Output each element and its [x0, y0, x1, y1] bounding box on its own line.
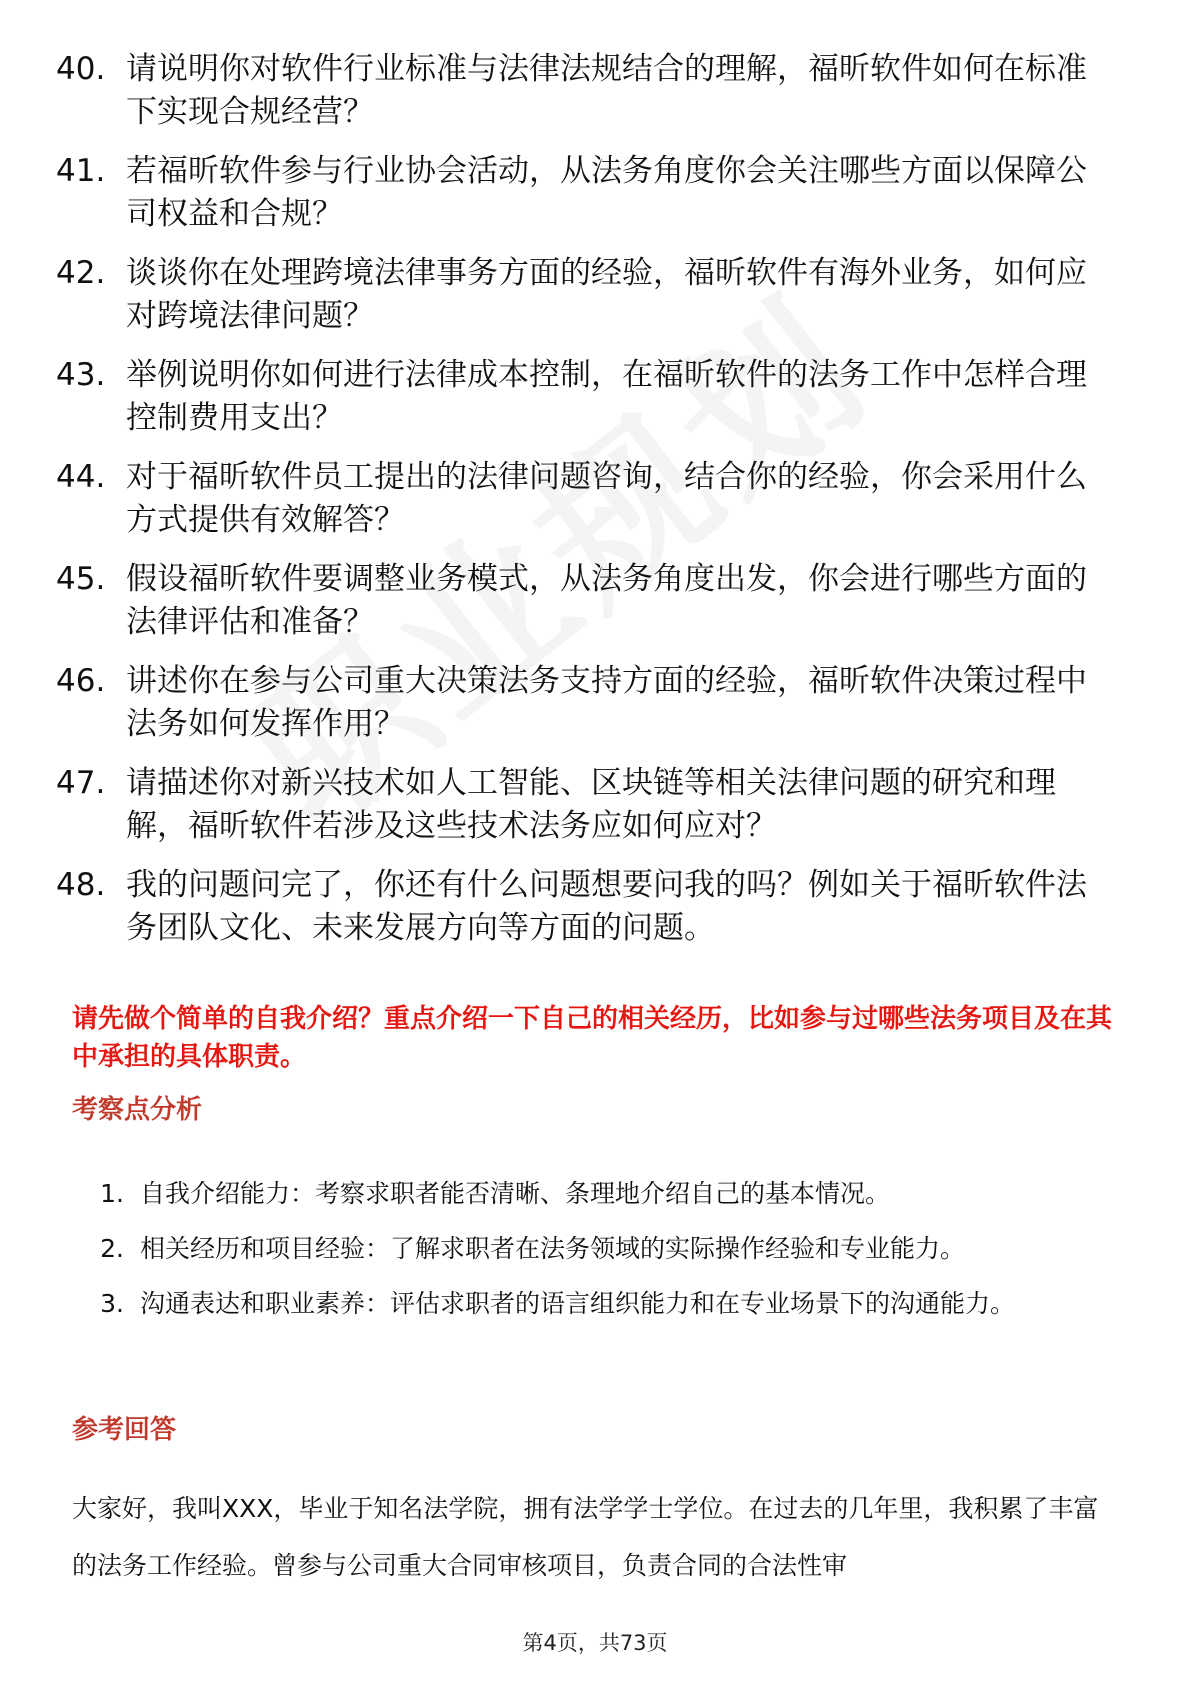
- item-text: 对于福昕软件员工提出的法律问题咨询，结合你的经验，你会采用什么方式提供有效解答？: [126, 459, 1087, 538]
- list-item: [72, 1221, 1122, 1276]
- page-number: 第4页，共73页: [522, 1631, 668, 1655]
- item-text: 请描述你对新兴技术如人工智能、区块链等相关法律问题的研究和理解，福昕软件若涉及这些技术法务应如何应对？: [126, 765, 1056, 844]
- list-item: [56, 48, 1116, 134]
- item-text: 假设福昕软件要调整业务模式，从法务角度出发，你会进行哪些方面的法律评估和准备？: [126, 561, 1087, 640]
- item-number: 46.: [56, 663, 106, 699]
- answer-text: 大家好，我叫XXX，毕业于知名法学院，拥有法学学士学位。在过去的几年里，我积累了丰富的法务工作经验。曾参与公司重大合同审核项目，负责合同的合法性审: [72, 1494, 1099, 1580]
- item-number: 3.: [100, 1289, 124, 1318]
- list-item: [56, 354, 1116, 440]
- list-item: [56, 456, 1116, 542]
- item-number: 47.: [56, 765, 106, 801]
- item-number: 43.: [56, 357, 106, 393]
- item-number: 48.: [56, 867, 106, 903]
- item-number: 1.: [100, 1179, 124, 1208]
- item-text: 我的问题问完了，你还有什么问题想要问我的吗？例如关于福昕软件法务团队文化、未来发展方向等方面的问题。: [126, 867, 1087, 946]
- question-list: [56, 48, 1116, 966]
- analysis-list: [72, 1166, 1122, 1331]
- item-text: 谈谈你在处理跨境法律事务方面的经验，福昕软件有海外业务，如何应对跨境法律问题？: [126, 255, 1087, 334]
- item-number: 2.: [100, 1234, 124, 1263]
- list-item: [72, 1166, 1122, 1221]
- item-text: 请说明你对软件行业标准与法律法规结合的理解，福昕软件如何在标准下实现合规经营？: [126, 51, 1087, 130]
- analysis-title: 考察点分析: [72, 1095, 203, 1125]
- list-item: [56, 150, 1116, 236]
- list-item: [56, 558, 1116, 644]
- item-text: 自我介绍能力：考察求职者能否清晰、条理地介绍自己的基本情况。: [140, 1179, 891, 1208]
- item-number: 42.: [56, 255, 106, 291]
- answer-title: 参考回答: [72, 1415, 177, 1445]
- item-text: 讲述你在参与公司重大决策法务支持方面的经验，福昕软件决策过程中法务如何发挥作用？: [126, 663, 1087, 742]
- item-text: 沟通表达和职业素养：评估求职者的语言组织能力和在专业场景下的沟通能力。: [140, 1289, 1016, 1318]
- item-number: 40.: [56, 51, 106, 87]
- list-item: [56, 252, 1116, 338]
- list-item: [56, 864, 1116, 950]
- item-text: 举例说明你如何进行法律成本控制，在福昕软件的法务工作中怎样合理控制费用支出？: [126, 357, 1087, 436]
- item-text: 相关经历和项目经验：了解求职者在法务领域的实际操作经验和专业能力。: [140, 1234, 966, 1263]
- interview-prompt: 请先做个简单的自我介绍？重点介绍一下自己的相关经历，比如参与过哪些法务项目及在其中承担的具体职责。: [72, 1004, 1113, 1072]
- list-item: [56, 660, 1116, 746]
- item-number: 41.: [56, 153, 106, 189]
- item-number: 45.: [56, 561, 106, 597]
- list-item: [56, 762, 1116, 848]
- item-number: 44.: [56, 459, 106, 495]
- item-text: 若福昕软件参与行业协会活动，从法务角度你会关注哪些方面以保障公司权益和合规？: [126, 153, 1087, 232]
- list-item: [72, 1276, 1122, 1331]
